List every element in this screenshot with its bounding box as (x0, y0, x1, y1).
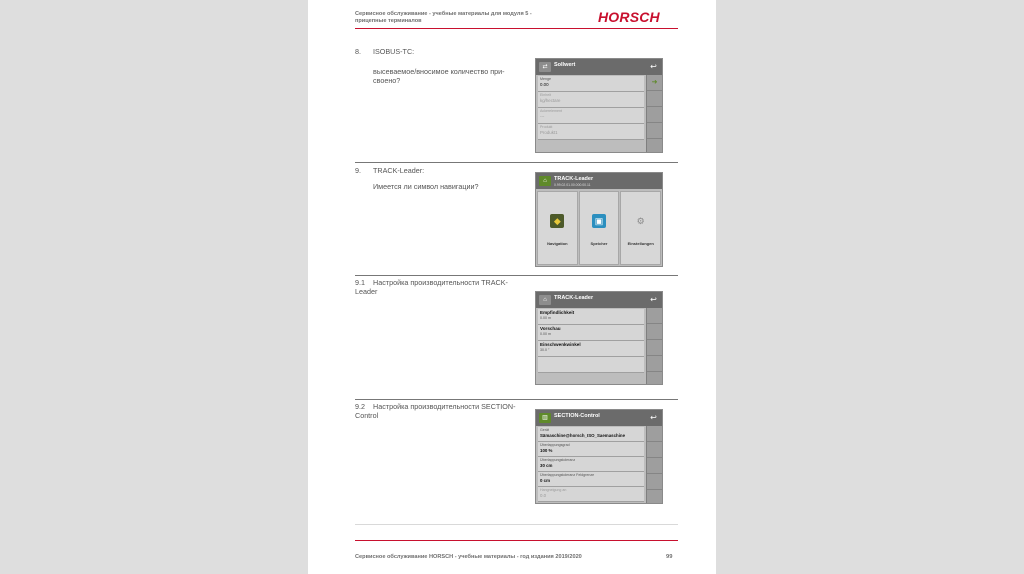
question-title: Настройка производительности SECTION-Control (355, 402, 516, 420)
side-button[interactable] (647, 308, 662, 324)
question-9-2: 9.2 Настройка производительности SECTION-Control (355, 402, 516, 420)
back-icon[interactable]: ↩ (650, 413, 657, 422)
screen-title: TRACK-Leader (554, 176, 594, 182)
question-title: TRACK-Leader: (373, 166, 425, 175)
list-item[interactable]: Gerät Sämaschine@horsch_ISO_Saemaschine (538, 427, 644, 442)
list-item[interactable]: Produkt Produkt1 (538, 124, 644, 140)
side-button[interactable] (647, 442, 662, 458)
list-item[interactable]: Einheit kg/hectare (538, 92, 644, 108)
section-divider (355, 162, 678, 163)
footer-divider (355, 540, 678, 541)
list-item[interactable]: Empfindlichkeit 0.00 m (538, 309, 644, 325)
question-8: 8. ISOBUS-TC: (355, 47, 415, 56)
side-button[interactable] (647, 474, 662, 490)
navigation-icon: ◆ (550, 214, 564, 228)
list-item (538, 357, 644, 373)
header-divider (355, 28, 678, 29)
screen-track-leader-main (535, 172, 663, 267)
horsch-logo: HORSCH (598, 9, 660, 25)
side-button[interactable] (647, 426, 662, 442)
screen-track-leader-settings (535, 291, 663, 385)
screen-titlebar (536, 173, 662, 189)
side-button[interactable] (647, 107, 662, 123)
screen-subtitle: 0.99.02.01.00.000.00.11 (554, 183, 591, 187)
document-page (308, 0, 716, 574)
tile-speicher[interactable]: ▣ Speicher (579, 191, 620, 265)
list-item[interactable]: Überlappungsgrad 100 % (538, 442, 644, 457)
side-button-bar (646, 75, 662, 152)
list-item[interactable]: Ackerelement --- (538, 108, 644, 124)
question-title: ISOBUS-TC: (373, 47, 415, 56)
question-title: Настройка производительности TRACK-Leader (355, 278, 508, 296)
confirm-icon[interactable]: ➜ (647, 75, 662, 91)
bottom-rule (355, 524, 678, 525)
screen-section-control (535, 409, 663, 504)
back-icon[interactable]: ↩ (650, 295, 657, 304)
question-8-text: высеваемое/вносимое количество при-своено? (373, 67, 505, 85)
side-button[interactable] (647, 356, 662, 372)
list-item[interactable]: Einschwenkwinkel 30.0 ° (538, 341, 644, 357)
side-button[interactable] (647, 324, 662, 340)
list-item[interactable]: Hangneigung an 0.0 (538, 487, 644, 502)
question-9-1: 9.1 Настройка производительности TRACK-Leader (355, 278, 508, 296)
side-button[interactable] (647, 91, 662, 107)
screen-titlebar (536, 410, 662, 426)
footer-text: Сервисное обслуживание HORSCH - учебные материалы - год издания 2019/2020 (355, 554, 582, 560)
setpoint-icon: ⇄ (539, 62, 551, 72)
screen-titlebar (536, 59, 662, 75)
list-item[interactable]: Überlappungstoleranz Feldgrenze 0 cm (538, 472, 644, 487)
section-divider (355, 399, 678, 400)
section-control-icon: ▥ (539, 413, 551, 423)
section-divider (355, 275, 678, 276)
track-leader-icon: ⌂ (539, 295, 551, 305)
list-item[interactable]: Vorschau 0.00 m (538, 325, 644, 341)
tile-einstellungen[interactable]: ⚙ Einstellungen (620, 191, 661, 265)
screen-titlebar (536, 292, 662, 308)
side-button-bar (646, 308, 662, 384)
side-button[interactable] (647, 123, 662, 139)
screen-title: SECTION-Control (554, 413, 600, 419)
screen-title: Sollwert (554, 62, 576, 68)
question-9: 9. TRACK-Leader: (355, 166, 425, 175)
list-item[interactable]: Überlappungstoleranz 30 cm (538, 457, 644, 472)
question-9-text: Имеется ли символ навигации? (373, 182, 479, 191)
track-leader-icon: ⌂ (539, 176, 551, 186)
back-icon[interactable]: ↩ (650, 62, 657, 71)
side-button-bar (646, 426, 662, 503)
save-icon: ▣ (592, 214, 606, 228)
screen-sollwert (535, 58, 663, 153)
header-title: Сервисное обслуживание - учебные материалы для модуля 5 - прицепные терминалов (355, 11, 532, 24)
side-button[interactable] (647, 458, 662, 474)
list-item[interactable]: Menge 0.00 (538, 76, 644, 92)
page-number: 99 (666, 554, 673, 560)
gear-icon: ⚙ (636, 216, 645, 226)
tile-navigation[interactable]: ◆ Navigation (537, 191, 578, 265)
screen-title: TRACK-Leader (554, 295, 594, 301)
side-button[interactable] (647, 340, 662, 356)
